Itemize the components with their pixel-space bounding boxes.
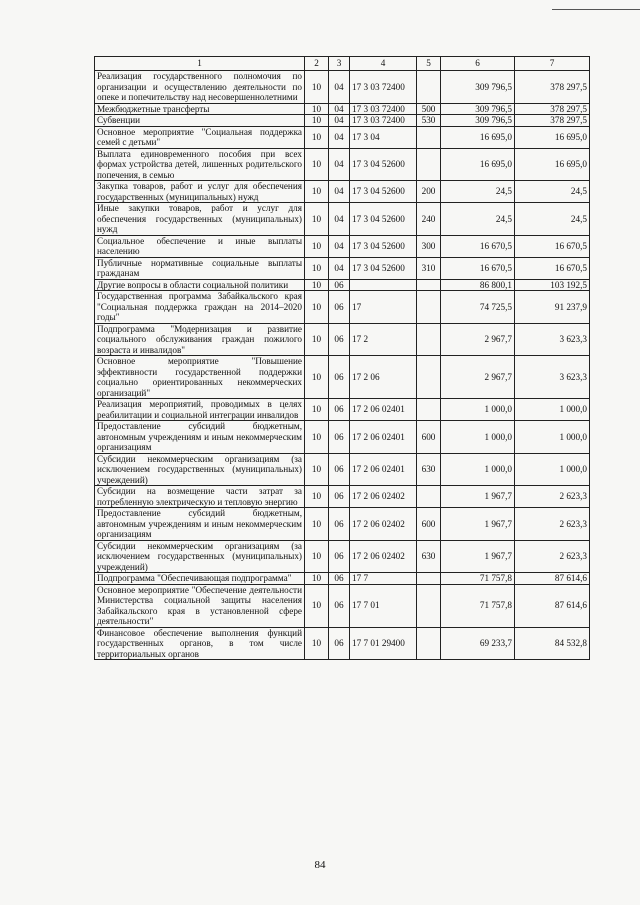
amount-year1-cell: 16 670,5 bbox=[441, 235, 515, 257]
amount-year2-cell: 16 695,0 bbox=[515, 126, 590, 148]
amount-year2-cell: 1 000,0 bbox=[515, 399, 590, 421]
table-row bbox=[95, 323, 590, 356]
target-article-cell: 17 3 04 bbox=[350, 126, 417, 148]
subsection-code-cell: 06 bbox=[329, 399, 350, 421]
subsection-code-cell: 06 bbox=[329, 421, 350, 454]
row-name-cell: Финансовое обеспечение выполнения функций государственных органов, в том числе территориальных органов bbox=[95, 627, 305, 660]
section-code-cell: 10 bbox=[305, 356, 329, 399]
amount-year1-cell: 24,5 bbox=[441, 181, 515, 203]
table-row bbox=[95, 257, 590, 279]
row-name-cell: Социальное обеспечение и иные выплаты населению bbox=[95, 235, 305, 257]
subsection-code-cell: 06 bbox=[329, 540, 350, 573]
section-code-cell: 10 bbox=[305, 540, 329, 573]
subsection-code-cell: 06 bbox=[329, 323, 350, 356]
amount-year2-cell: 378 297,5 bbox=[515, 115, 590, 127]
subsection-code-cell: 04 bbox=[329, 103, 350, 115]
row-name-cell: Реализация государственного полномочия по организации и осуществлению деятельности по опеке и попечительству над несовершеннолетними bbox=[95, 71, 305, 104]
column-header: 2 bbox=[305, 57, 329, 71]
subsection-code-cell: 06 bbox=[329, 508, 350, 541]
amount-year2-cell: 87 614,6 bbox=[515, 573, 590, 585]
amount-year1-cell: 71 757,8 bbox=[441, 584, 515, 627]
subsection-code-cell: 04 bbox=[329, 181, 350, 203]
section-code-cell: 10 bbox=[305, 115, 329, 127]
row-name-cell: Субсидии некоммерческим организациям (за исключением государственных (муниципальных) учреждений) bbox=[95, 540, 305, 573]
amount-year1-cell: 2 967,7 bbox=[441, 356, 515, 399]
target-article-cell: 17 2 06 02402 bbox=[350, 486, 417, 508]
target-article-cell: 17 7 bbox=[350, 573, 417, 585]
section-code-cell: 10 bbox=[305, 627, 329, 660]
row-name-cell: Основное мероприятие "Социальная поддержка семей с детьми" bbox=[95, 126, 305, 148]
amount-year1-cell: 1 000,0 bbox=[441, 453, 515, 486]
amount-year2-cell: 16 670,5 bbox=[515, 257, 590, 279]
table-row bbox=[95, 279, 590, 291]
expense-type-cell: 600 bbox=[417, 421, 441, 454]
subsection-code-cell: 06 bbox=[329, 584, 350, 627]
amount-year2-cell: 16 670,5 bbox=[515, 235, 590, 257]
table-row bbox=[95, 115, 590, 127]
expense-type-cell bbox=[417, 323, 441, 356]
amount-year2-cell: 24,5 bbox=[515, 181, 590, 203]
amount-year1-cell: 1 000,0 bbox=[441, 399, 515, 421]
table-row bbox=[95, 235, 590, 257]
section-code-cell: 10 bbox=[305, 71, 329, 104]
budget-table bbox=[94, 56, 590, 660]
amount-year2-cell: 1 000,0 bbox=[515, 453, 590, 486]
table-row bbox=[95, 291, 590, 324]
section-code-cell: 10 bbox=[305, 148, 329, 181]
subsection-code-cell: 06 bbox=[329, 291, 350, 324]
amount-year1-cell: 1 967,7 bbox=[441, 508, 515, 541]
expense-type-cell bbox=[417, 71, 441, 104]
target-article-cell: 17 3 03 72400 bbox=[350, 115, 417, 127]
target-article-cell: 17 3 04 52600 bbox=[350, 148, 417, 181]
row-name-cell: Основное мероприятие "Повышение эффективности государственной поддержки социально ориентированных некоммерческих организаций" bbox=[95, 356, 305, 399]
amount-year2-cell: 3 623,3 bbox=[515, 356, 590, 399]
amount-year1-cell: 1 967,7 bbox=[441, 486, 515, 508]
subsection-code-cell: 06 bbox=[329, 453, 350, 486]
target-article-cell: 17 2 bbox=[350, 323, 417, 356]
table-row bbox=[95, 540, 590, 573]
amount-year2-cell: 16 695,0 bbox=[515, 148, 590, 181]
amount-year1-cell: 309 796,5 bbox=[441, 115, 515, 127]
target-article-cell: 17 7 01 bbox=[350, 584, 417, 627]
row-name-cell: Основное мероприятие "Обеспечение деятельности Министерства социальной защиты населения Забайкальского края в установленной сфере деятельности" bbox=[95, 584, 305, 627]
table-row bbox=[95, 508, 590, 541]
section-code-cell: 10 bbox=[305, 323, 329, 356]
expense-type-cell: 300 bbox=[417, 235, 441, 257]
target-article-cell: 17 2 06 02401 bbox=[350, 399, 417, 421]
subsection-code-cell: 04 bbox=[329, 235, 350, 257]
row-name-cell: Субсидии некоммерческим организациям (за исключением государственных (муниципальных) учреждений) bbox=[95, 453, 305, 486]
amount-year1-cell: 69 233,7 bbox=[441, 627, 515, 660]
amount-year2-cell: 2 623,3 bbox=[515, 486, 590, 508]
row-name-cell: Предоставление субсидий бюджетным, автономным учреждениям и иным некоммерческим организациям bbox=[95, 508, 305, 541]
amount-year1-cell: 309 796,5 bbox=[441, 71, 515, 104]
target-article-cell: 17 3 04 52600 bbox=[350, 257, 417, 279]
subsection-code-cell: 06 bbox=[329, 573, 350, 585]
amount-year2-cell: 2 623,3 bbox=[515, 508, 590, 541]
row-name-cell: Субвенции bbox=[95, 115, 305, 127]
expense-type-cell: 240 bbox=[417, 203, 441, 236]
table-row bbox=[95, 486, 590, 508]
expense-type-cell bbox=[417, 356, 441, 399]
row-name-cell: Реализация мероприятий, проводимых в целях реабилитации и социальной интеграции инвалидов bbox=[95, 399, 305, 421]
table-row bbox=[95, 126, 590, 148]
subsection-code-cell: 06 bbox=[329, 356, 350, 399]
amount-year2-cell: 2 623,3 bbox=[515, 540, 590, 573]
subsection-code-cell: 04 bbox=[329, 203, 350, 236]
expense-type-cell: 310 bbox=[417, 257, 441, 279]
target-article-cell: 17 2 06 02402 bbox=[350, 508, 417, 541]
column-header: 5 bbox=[417, 57, 441, 71]
section-code-cell: 10 bbox=[305, 203, 329, 236]
expense-type-cell bbox=[417, 573, 441, 585]
section-code-cell: 10 bbox=[305, 399, 329, 421]
amount-year2-cell: 24,5 bbox=[515, 203, 590, 236]
section-code-cell: 10 bbox=[305, 257, 329, 279]
target-article-cell: 17 2 06 02401 bbox=[350, 421, 417, 454]
target-article-cell: 17 3 04 52600 bbox=[350, 181, 417, 203]
section-code-cell: 10 bbox=[305, 486, 329, 508]
subsection-code-cell: 04 bbox=[329, 126, 350, 148]
amount-year2-cell: 91 237,9 bbox=[515, 291, 590, 324]
row-name-cell: Подпрограмма "Модернизация и развитие социального обслуживания граждан пожилого возраста и инвалидов" bbox=[95, 323, 305, 356]
table-row bbox=[95, 203, 590, 236]
table-row bbox=[95, 453, 590, 486]
expense-type-cell bbox=[417, 584, 441, 627]
subsection-code-cell: 06 bbox=[329, 486, 350, 508]
amount-year1-cell: 71 757,8 bbox=[441, 573, 515, 585]
target-article-cell: 17 7 01 29400 bbox=[350, 627, 417, 660]
amount-year2-cell: 378 297,5 bbox=[515, 103, 590, 115]
amount-year2-cell: 84 532,8 bbox=[515, 627, 590, 660]
target-article-cell: 17 2 06 02401 bbox=[350, 453, 417, 486]
target-article-cell: 17 2 06 bbox=[350, 356, 417, 399]
row-name-cell: Другие вопросы в области социальной политики bbox=[95, 279, 305, 291]
expense-type-cell: 530 bbox=[417, 115, 441, 127]
expense-type-cell bbox=[417, 399, 441, 421]
amount-year1-cell: 24,5 bbox=[441, 203, 515, 236]
section-code-cell: 10 bbox=[305, 291, 329, 324]
expense-type-cell bbox=[417, 627, 441, 660]
section-code-cell: 10 bbox=[305, 584, 329, 627]
section-code-cell: 10 bbox=[305, 103, 329, 115]
section-code-cell: 10 bbox=[305, 279, 329, 291]
section-code-cell: 10 bbox=[305, 421, 329, 454]
table-row bbox=[95, 627, 590, 660]
amount-year1-cell: 1 967,7 bbox=[441, 540, 515, 573]
amount-year1-cell: 16 670,5 bbox=[441, 257, 515, 279]
target-article-cell bbox=[350, 279, 417, 291]
column-header: 4 bbox=[350, 57, 417, 71]
table-row bbox=[95, 584, 590, 627]
target-article-cell: 17 3 03 72400 bbox=[350, 103, 417, 115]
page-number: 84 bbox=[314, 859, 326, 871]
expense-type-cell: 630 bbox=[417, 540, 441, 573]
row-name-cell: Выплата единовременного пособия при всех формах устройства детей, лишенных родительского попечения, в семью bbox=[95, 148, 305, 181]
section-code-cell: 10 bbox=[305, 235, 329, 257]
amount-year1-cell: 2 967,7 bbox=[441, 323, 515, 356]
table-row bbox=[95, 356, 590, 399]
amount-year2-cell: 103 192,5 bbox=[515, 279, 590, 291]
amount-year2-cell: 1 000,0 bbox=[515, 421, 590, 454]
column-header: 3 bbox=[329, 57, 350, 71]
table-row bbox=[95, 148, 590, 181]
subsection-code-cell: 04 bbox=[329, 148, 350, 181]
expense-type-cell bbox=[417, 148, 441, 181]
expense-type-cell bbox=[417, 279, 441, 291]
section-code-cell: 10 bbox=[305, 181, 329, 203]
subsection-code-cell: 04 bbox=[329, 71, 350, 104]
expense-type-cell: 500 bbox=[417, 103, 441, 115]
row-name-cell: Межбюджетные трансферты bbox=[95, 103, 305, 115]
scan-edge-line bbox=[552, 9, 640, 10]
row-name-cell: Закупка товаров, работ и услуг для обеспечения государственных (муниципальных) нужд bbox=[95, 181, 305, 203]
target-article-cell: 17 3 04 52600 bbox=[350, 203, 417, 236]
expense-type-cell bbox=[417, 486, 441, 508]
amount-year2-cell: 87 614,6 bbox=[515, 584, 590, 627]
target-article-cell: 17 3 04 52600 bbox=[350, 235, 417, 257]
subsection-code-cell: 06 bbox=[329, 627, 350, 660]
amount-year2-cell: 3 623,3 bbox=[515, 323, 590, 356]
amount-year1-cell: 74 725,5 bbox=[441, 291, 515, 324]
expense-type-cell: 200 bbox=[417, 181, 441, 203]
table-row bbox=[95, 573, 590, 585]
target-article-cell: 17 bbox=[350, 291, 417, 324]
column-header: 7 bbox=[515, 57, 590, 71]
amount-year1-cell: 16 695,0 bbox=[441, 126, 515, 148]
row-name-cell: Подпрограмма "Обеспечивающая подпрограмма" bbox=[95, 573, 305, 585]
expense-type-cell bbox=[417, 291, 441, 324]
amount-year1-cell: 309 796,5 bbox=[441, 103, 515, 115]
row-name-cell: Иные закупки товаров, работ и услуг для обеспечения государственных (муниципальных) нужд bbox=[95, 203, 305, 236]
expense-type-cell: 600 bbox=[417, 508, 441, 541]
expense-type-cell bbox=[417, 126, 441, 148]
row-name-cell: Субсидии на возмещение части затрат за потребленную электрическую и тепловую энергию bbox=[95, 486, 305, 508]
expense-type-cell: 630 bbox=[417, 453, 441, 486]
column-header: 1 bbox=[95, 57, 305, 71]
amount-year1-cell: 1 000,0 bbox=[441, 421, 515, 454]
row-name-cell: Государственная программа Забайкальского края "Социальная поддержка граждан на 2014–2020 годы" bbox=[95, 291, 305, 324]
section-code-cell: 10 bbox=[305, 453, 329, 486]
amount-year2-cell: 378 297,5 bbox=[515, 71, 590, 104]
section-code-cell: 10 bbox=[305, 508, 329, 541]
target-article-cell: 17 2 06 02402 bbox=[350, 540, 417, 573]
section-code-cell: 10 bbox=[305, 126, 329, 148]
table-row bbox=[95, 421, 590, 454]
section-code-cell: 10 bbox=[305, 573, 329, 585]
subsection-code-cell: 04 bbox=[329, 257, 350, 279]
amount-year1-cell: 16 695,0 bbox=[441, 148, 515, 181]
row-name-cell: Публичные нормативные социальные выплаты гражданам bbox=[95, 257, 305, 279]
table-header-row bbox=[95, 57, 590, 71]
table-row bbox=[95, 71, 590, 104]
column-header: 6 bbox=[441, 57, 515, 71]
target-article-cell: 17 3 03 72400 bbox=[350, 71, 417, 104]
row-name-cell: Предоставление субсидий бюджетным, автономным учреждениям и иным некоммерческим организациям bbox=[95, 421, 305, 454]
amount-year1-cell: 86 800,1 bbox=[441, 279, 515, 291]
table-row bbox=[95, 181, 590, 203]
subsection-code-cell: 04 bbox=[329, 115, 350, 127]
subsection-code-cell: 06 bbox=[329, 279, 350, 291]
table-row bbox=[95, 103, 590, 115]
table-row bbox=[95, 399, 590, 421]
